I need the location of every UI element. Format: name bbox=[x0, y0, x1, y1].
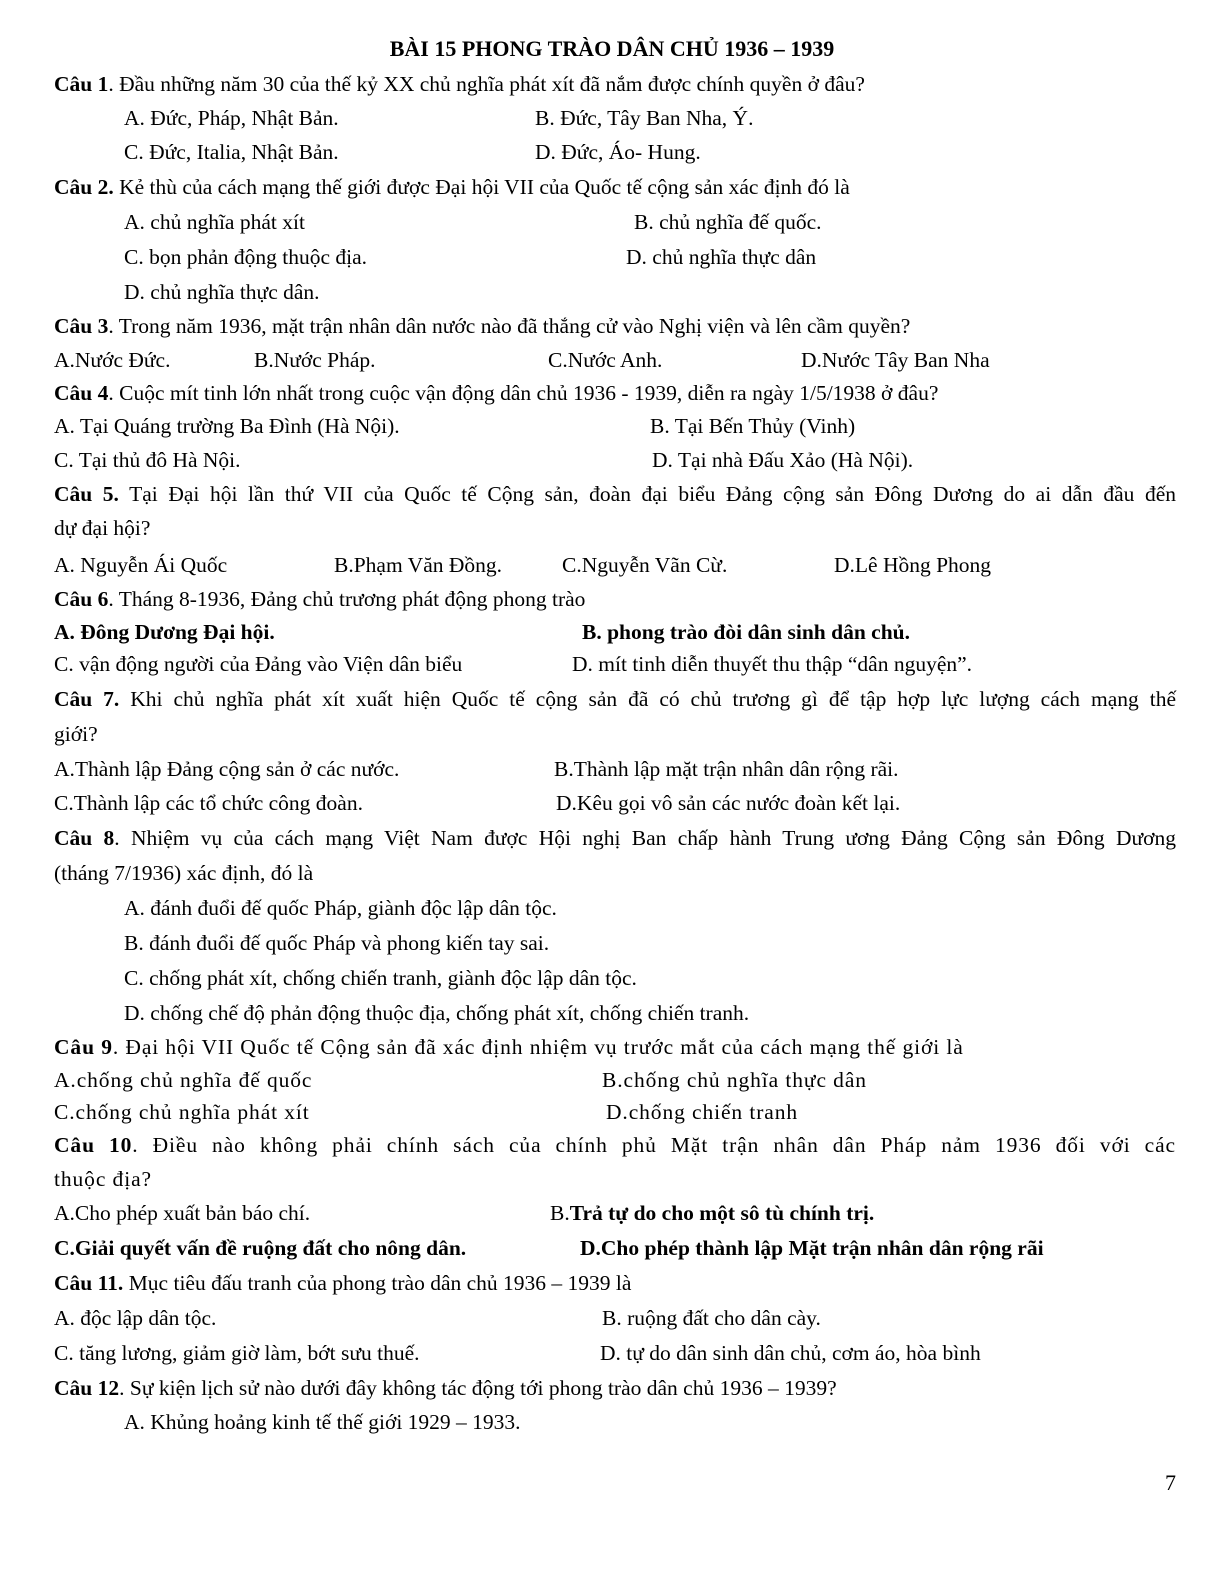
option-a: A. Tại Quáng trường Ba Đình (Hà Nội). bbox=[54, 414, 400, 438]
option-b: B.Nước Pháp. bbox=[254, 348, 376, 372]
option-d: D.Nước Tây Ban Nha bbox=[801, 348, 990, 372]
question-label: Câu 1 bbox=[54, 72, 109, 96]
option-b: B. đánh đuổi đế quốc Pháp và phong kiến tay sai. bbox=[124, 931, 550, 955]
option-a: A.Thành lập Đảng cộng sản ở các nước. bbox=[54, 757, 400, 781]
question-4 bbox=[54, 379, 1176, 407]
question-8 bbox=[54, 824, 1176, 852]
option-a: A. Nguyễn Ái Quốc bbox=[54, 553, 228, 577]
question-label: Câu 12 bbox=[54, 1376, 120, 1400]
option-b: B.Thành lập mặt trận nhân dân rộng rãi. bbox=[554, 757, 899, 781]
option-d: D.Cho phép thành lập Mặt trận nhân dân rộng rãi bbox=[580, 1236, 1044, 1260]
option-d: D.Lê Hồng Phong bbox=[834, 553, 992, 577]
option-a: A.Cho phép xuất bản báo chí. bbox=[54, 1201, 311, 1225]
question-label: Câu 3 bbox=[54, 314, 109, 338]
question-text: . Nhiệm vụ của cách mạng Việt Nam được Hội nghị Ban chấp hành Trung ương Đảng Cộng sản Đông Dương bbox=[114, 826, 1176, 850]
option-d-duplicate: D. chủ nghĩa thực dân. bbox=[124, 280, 320, 304]
option-a: A. Khủng hoảng kinh tế thế giới 1929 – 1933. bbox=[124, 1410, 521, 1434]
option-a: A. đánh đuổi đế quốc Pháp, giành độc lập dân tộc. bbox=[124, 896, 557, 920]
question-11 bbox=[54, 1269, 1176, 1297]
question-text: . Sự kiện lịch sử nào dưới đây không tác động tới phong trào dân chủ 1936 – 1939? bbox=[119, 1376, 837, 1400]
question-label: Câu 5. bbox=[54, 482, 119, 506]
option-b bbox=[550, 1199, 874, 1227]
question-text: . Tháng 8-1936, Đảng chủ trương phát động phong trào bbox=[108, 587, 586, 611]
question-2 bbox=[54, 173, 1176, 201]
question-text: . Điều nào không phải chính sách của chính phủ Mặt trận nhân dân Pháp nảm 1936 đối với các bbox=[132, 1133, 1177, 1157]
question-3 bbox=[54, 312, 1176, 340]
option-d: D. Tại nhà Đấu Xảo (Hà Nội). bbox=[652, 448, 914, 472]
question-label: Câu 10 bbox=[54, 1133, 133, 1157]
question-label: Câu 11. bbox=[54, 1271, 124, 1295]
option-b: B. chủ nghĩa đế quốc. bbox=[634, 210, 822, 234]
question-text: Kẻ thù của cách mạng thế giới được Đại hội VII của Quốc tế cộng sản xác định đó là bbox=[113, 175, 850, 199]
option-c: C.Nguyễn Vãn Cừ. bbox=[562, 553, 728, 577]
question-text: Mục tiêu đấu tranh của phong trào dân chủ 1936 – 1939 là bbox=[123, 1271, 632, 1295]
option-b: B. Đức, Tây Ban Nha, Ý. bbox=[535, 106, 754, 130]
option-d: D. chủ nghĩa thực dân bbox=[626, 245, 817, 269]
question-10 bbox=[54, 1131, 1176, 1159]
question-label: Câu 6 bbox=[54, 587, 109, 611]
option-c: C. bọn phản động thuộc địa. bbox=[124, 245, 368, 269]
question-label: Câu 4 bbox=[54, 381, 109, 405]
option-b: B. phong trào đòi dân sinh dân chủ. bbox=[582, 620, 911, 644]
option-c: C.Thành lập các tổ chức công đoàn. bbox=[54, 791, 363, 815]
question-6 bbox=[54, 585, 1176, 613]
question-8-continued: (tháng 7/1936) xác định, đó là bbox=[54, 861, 314, 885]
option-b-letter: B. bbox=[550, 1201, 570, 1225]
question-10-continued: thuộc địa? bbox=[54, 1167, 152, 1191]
question-1 bbox=[54, 70, 1176, 98]
option-d: D. Đức, Áo- Hung. bbox=[535, 140, 701, 164]
question-label: Câu 8 bbox=[54, 826, 115, 850]
question-5-continued: dự đại hội? bbox=[54, 516, 151, 540]
question-text: . Đầu những năm 30 của thế kỷ XX chủ nghĩa phát xít đã nắm được chính quyền ở đâu? bbox=[108, 72, 865, 96]
option-d: D. chống chế độ phản động thuộc địa, chống phát xít, chống chiến tranh. bbox=[124, 1001, 750, 1025]
option-c: C.Giải quyết vấn đề ruộng đất cho nông dân. bbox=[54, 1236, 467, 1260]
option-c: C. Tại thủ đô Hà Nội. bbox=[54, 448, 241, 472]
option-c: C. vận động người của Đảng vào Viện dân biểu bbox=[54, 652, 463, 676]
question-7 bbox=[54, 685, 1176, 713]
option-a: A. Đức, Pháp, Nhật Bản. bbox=[124, 106, 339, 130]
option-a: A.Nước Đức. bbox=[54, 348, 171, 372]
option-a: A. Đông Dương Đại hội. bbox=[54, 620, 275, 644]
question-text: Khi chủ nghĩa phát xít xuất hiện Quốc tế cộng sản đã có chủ trương gì để tập hợp lực lượng cách mạng thế bbox=[119, 687, 1176, 711]
option-b-text: Trả tự do cho một sô tù chính trị. bbox=[569, 1201, 875, 1225]
option-c: C. chống phát xít, chống chiến tranh, giành độc lập dân tộc. bbox=[124, 966, 637, 990]
option-d: D. tự do dân sinh dân chủ, cơm áo, hòa bình bbox=[600, 1341, 981, 1365]
option-d: D.chống chiến tranh bbox=[606, 1100, 799, 1124]
question-12 bbox=[54, 1374, 1176, 1402]
question-label: Câu 2. bbox=[54, 175, 114, 199]
question-7-continued: giới? bbox=[54, 722, 98, 746]
option-b: B. Tại Bến Thủy (Vinh) bbox=[650, 414, 856, 438]
question-text: Tại Đại hội lần thứ VII của Quốc tế Cộng sản, đoàn đại biểu Đảng cộng sản Đông Dương do ai dẫn đầu đến bbox=[118, 482, 1177, 506]
option-c: C. Đức, Italia, Nhật Bản. bbox=[124, 140, 339, 164]
option-b: B. ruộng đất cho dân cày. bbox=[602, 1306, 821, 1330]
option-b: B.chống chủ nghĩa thực dân bbox=[602, 1068, 867, 1092]
option-c: C. tăng lương, giảm giờ làm, bớt sưu thuế. bbox=[54, 1341, 420, 1365]
question-label: Câu 7. bbox=[54, 687, 120, 711]
page-number: 7 bbox=[1165, 1470, 1176, 1495]
page-title: BÀI 15 PHONG TRÀO DÂN CHỦ 1936 – 1939 bbox=[389, 36, 835, 61]
question-text: . Trong năm 1936, mặt trận nhân dân nước nào đã thắng cử vào Nghị viện và lên cầm quyền? bbox=[108, 314, 911, 338]
question-5 bbox=[54, 480, 1176, 508]
question-label: Câu 9 bbox=[54, 1035, 113, 1059]
question-text: . Cuộc mít tinh lớn nhất trong cuộc vận động dân chủ 1936 - 1939, diễn ra ngày 1/5/1938 ở đâu? bbox=[108, 381, 939, 405]
question-text: . Đại hội VII Quốc tế Cộng sản đã xác định nhiệm vụ trước mắt của cách mạng thế giới là bbox=[112, 1035, 964, 1059]
option-d: D. mít tinh diễn thuyết thu thập “dân nguyện”. bbox=[572, 652, 973, 676]
question-9 bbox=[54, 1033, 1176, 1061]
option-c: C.Nước Anh. bbox=[548, 348, 663, 372]
option-d: D.Kêu gọi vô sản các nước đoàn kết lại. bbox=[556, 791, 901, 815]
option-a: A.chống chủ nghĩa đế quốc bbox=[54, 1068, 313, 1092]
option-a: A. độc lập dân tộc. bbox=[54, 1306, 217, 1330]
option-a: A. chủ nghĩa phát xít bbox=[124, 210, 305, 234]
option-b: B.Phạm Văn Đồng. bbox=[334, 553, 503, 577]
option-c: C.chống chủ nghĩa phát xít bbox=[54, 1100, 310, 1124]
